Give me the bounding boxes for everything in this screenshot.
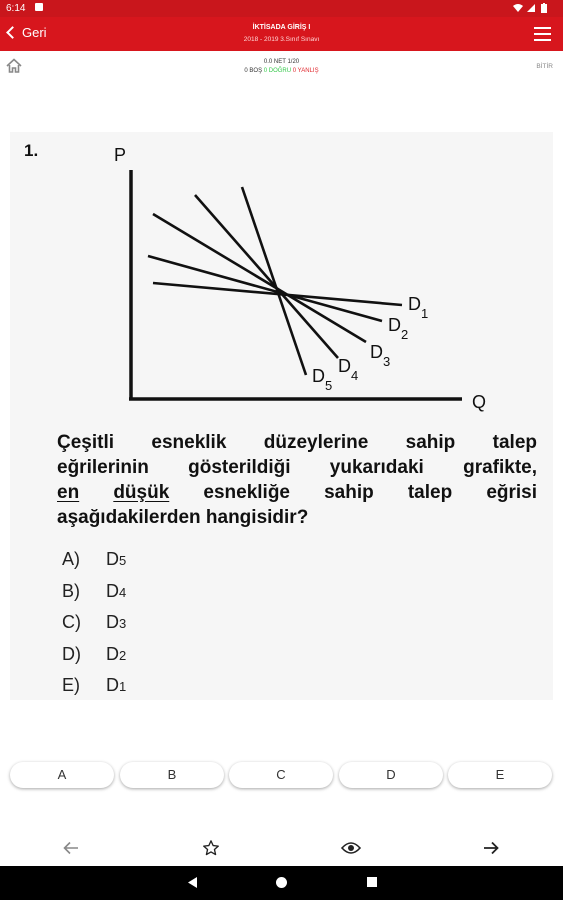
answer-button-d[interactable]: D	[339, 762, 443, 788]
curve-d2	[148, 256, 382, 321]
question-line-3	[57, 480, 537, 505]
notification-icon	[35, 3, 43, 11]
question-navigation	[0, 830, 563, 866]
curve-d5	[242, 187, 306, 375]
arrow-right-icon	[483, 841, 499, 855]
y-axis-label: P	[114, 145, 127, 165]
answer-buttons	[10, 762, 553, 790]
net-text: 0.0 NET 1/20	[263, 59, 300, 65]
option-e[interactable]: E) D 1	[62, 675, 127, 695]
finish-button[interactable]: BİTİR	[536, 63, 553, 70]
correct-count: 0 DOĞRU	[263, 68, 292, 74]
arrow-left-icon	[63, 841, 79, 855]
demand-curves-graph	[100, 140, 520, 415]
curve-d1-label: $D_1$	[408, 294, 429, 321]
curve-d4-label: $D_4$	[338, 356, 359, 383]
star-icon	[202, 839, 220, 857]
curve-d3-label: $D_3$	[370, 342, 391, 369]
empty-count: 0 BOŞ	[244, 68, 263, 74]
favorite-button[interactable]	[191, 834, 231, 862]
answer-button-a[interactable]: A	[10, 762, 114, 788]
curve-d5-label: $D_5$	[312, 366, 333, 393]
eye-icon	[341, 841, 361, 855]
page-title: İKTİSADA GİRİŞ I	[252, 24, 311, 31]
question-emphasis-en: en	[57, 482, 80, 503]
system-home-icon[interactable]	[275, 876, 288, 889]
curve-d4	[195, 195, 338, 358]
answer-button-c[interactable]: C	[229, 762, 333, 788]
system-recents-icon[interactable]	[366, 876, 378, 888]
option-c[interactable]: C) D 3	[62, 612, 127, 632]
question-line-1: Çeşitli esneklik düzeylerine sahip talep	[57, 432, 537, 453]
x-axis-label: Q	[472, 392, 487, 412]
option-a[interactable]: A) D 5	[62, 549, 127, 569]
clock: 6:14	[6, 3, 26, 14]
question-number: 1.	[24, 141, 39, 160]
previous-question-button[interactable]	[51, 834, 91, 862]
answer-button-b[interactable]: B	[120, 762, 224, 788]
question-line-4: aşağıdakilerden hangisidir?	[57, 507, 309, 528]
system-back-icon[interactable]	[186, 876, 198, 889]
question-text	[57, 430, 537, 530]
next-question-button[interactable]	[471, 834, 511, 862]
show-answer-button[interactable]	[331, 834, 371, 862]
option-d[interactable]: D) D 2	[62, 643, 127, 664]
wrong-count: 0 YANLIŞ	[292, 68, 319, 74]
status-bar	[0, 0, 563, 17]
question-line-2: eğrilerinin gösterildiği yukarıdaki grafikte,	[57, 457, 537, 478]
curve-d3	[153, 214, 366, 342]
system-navigation-bar	[0, 866, 563, 900]
system-status-icons	[511, 2, 555, 17]
score-panel	[0, 59, 563, 74]
answer-button-e[interactable]: E	[448, 762, 552, 788]
curve-d2-label: $D_2$	[388, 315, 409, 342]
page-subtitle: 2018 - 2019 3.Sınıf Sınavı	[243, 36, 320, 43]
question-emphasis-dusuk: düşük	[113, 482, 170, 503]
question-line-3-rest: esnekliğe sahip talep eğrisi	[203, 482, 538, 503]
menu-icon[interactable]	[534, 27, 551, 41]
app-bar	[0, 17, 563, 51]
back-label: Geri	[22, 25, 47, 40]
wifi-battery-icon	[511, 2, 555, 14]
option-b[interactable]: B) D 4	[62, 580, 127, 601]
options-list	[62, 549, 126, 707]
